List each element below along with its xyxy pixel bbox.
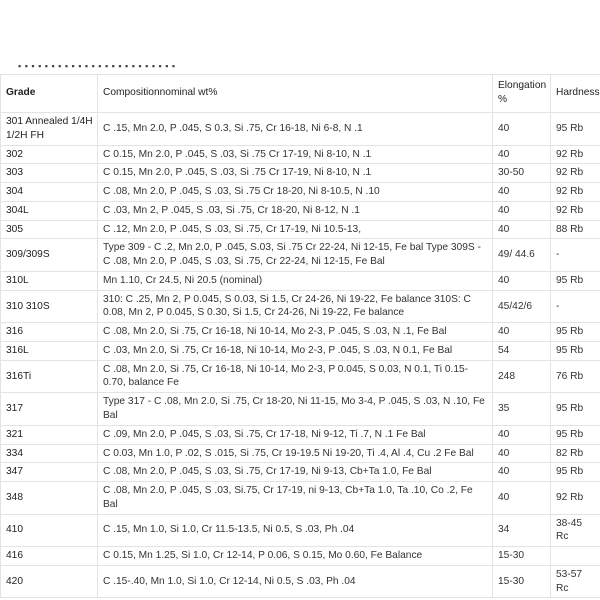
grade-cell: 420 — [1, 565, 98, 598]
composition-cell: C .08, Mn 2.0, P .045, S .03, Si .75, Cr 17-19, Ni 9-13, Cb+Ta 1.0, Fe Bal — [98, 463, 493, 482]
elongation-cell: 15-30 — [493, 547, 551, 566]
elongation-cell: 35 — [493, 393, 551, 426]
table-body — [1, 113, 600, 598]
grade-cell: 334 — [1, 444, 98, 463]
table-row — [1, 183, 600, 202]
grade-cell: 304L — [1, 201, 98, 220]
stainless-steel-grades-table — [0, 74, 600, 598]
table-row — [1, 201, 600, 220]
composition-cell: C .12, Mn 2.0, P .045, S .03, Si .75, Cr 17-19, Ni 10.5-13, — [98, 220, 493, 239]
hardness-cell — [551, 547, 600, 566]
hardness-cell: - — [551, 239, 600, 272]
grade-cell: 347 — [1, 463, 98, 482]
table-row — [1, 444, 600, 463]
grade-cell: 348 — [1, 482, 98, 515]
hardness-cell: 95 Rb — [551, 113, 600, 146]
elongation-cell: 40 — [493, 482, 551, 515]
hardness-cell: 92 Rb — [551, 164, 600, 183]
composition-cell: C .15-.40, Mn 1.0, Si 1.0, Cr 12-14, Ni 0.5, S .03, Ph .04 — [98, 565, 493, 598]
table-row — [1, 565, 600, 598]
composition-cell: C 0.03, Mn 1.0, P .02, S .015, Si .75, Cr 19-19.5 Ni 19-20, Ti .4, Al .4, Cu .2 Fe Bal — [98, 444, 493, 463]
elongation-cell: 40 — [493, 463, 551, 482]
header-elongation: Elongation % — [493, 75, 551, 113]
grade-cell: 301 Annealed 1/4H 1/2H FH — [1, 113, 98, 146]
table-row — [1, 239, 600, 272]
composition-cell: Type 309 - C .2, Mn 2.0, P .045, S.03, Si .75 Cr 22-24, Ni 12-15, Fe bal Type 309S - C .08, Mn 2.0, P .045, S .03, Si .75, Cr 22-24, Ni 12-15, Fe Bal — [98, 239, 493, 272]
grade-cell: 310L — [1, 271, 98, 290]
header-composition: Compositionnominal wt% — [98, 75, 493, 113]
elongation-cell: 34 — [493, 514, 551, 547]
header-hardness: Hardness — [551, 75, 600, 113]
table-row — [1, 514, 600, 547]
hardness-cell: 92 Rb — [551, 482, 600, 515]
hardness-cell: - — [551, 290, 600, 323]
composition-cell: C .08, Mn 2.0, Si .75, Cr 16-18, Ni 10-14, Mo 2-3, P .045, S .03, N .1, Fe Bal — [98, 323, 493, 342]
elongation-cell: 40 — [493, 220, 551, 239]
elongation-cell: 40 — [493, 183, 551, 202]
composition-cell: Type 317 - C .08, Mn 2.0, Si .75, Cr 18-20, Ni 11-15, Mo 3-4, P .045, S .03, N .10, Fe Bal — [98, 393, 493, 426]
composition-cell: C 0.15, Mn 2.0, P .045, S .03, Si .75 Cr 17-19, Ni 8-10, N .1 — [98, 164, 493, 183]
table-row — [1, 164, 600, 183]
composition-cell: C .08, Mn 2.0, P .045, S .03, Si.75, Cr 17-19, ni 9-13, Cb+Ta 1.0, Ta .10, Co .2, Fe Bal — [98, 482, 493, 515]
hardness-cell: 92 Rb — [551, 145, 600, 164]
cut-off-text-fragment: ▪ ▪ ▪ ▪ ▪ ▪ ▪ ▪ ▪ ▪ ▪ ▪ ▪ ▪ ▪ ▪ ▪ ▪ ▪ ▪ ▪ ▪ ▪ ▪ — [18, 62, 176, 68]
hardness-cell: 53-57 Rc — [551, 565, 600, 598]
elongation-cell: 15-30 — [493, 565, 551, 598]
elongation-cell: 40 — [493, 444, 551, 463]
composition-cell: C .15, Mn 2.0, P .045, S 0.3, Si .75, Cr 16-18, Ni 6-8, N .1 — [98, 113, 493, 146]
composition-cell: C .03, Mn 2, P .045, S .03, Si .75, Cr 18-20, Ni 8-12, N .1 — [98, 201, 493, 220]
composition-cell: C .08, Mn 2.0, Si .75, Cr 16-18, Ni 10-14, Mo 2-3, P 0.045, S 0.03, N 0.1, Ti 0.15-0.70, balance Fe — [98, 360, 493, 393]
elongation-cell: 49/ 44.6 — [493, 239, 551, 272]
grade-cell: 316L — [1, 341, 98, 360]
grade-cell: 310 310S — [1, 290, 98, 323]
grade-cell: 302 — [1, 145, 98, 164]
table-row — [1, 323, 600, 342]
table-row — [1, 341, 600, 360]
table-row — [1, 393, 600, 426]
hardness-cell: 95 Rb — [551, 393, 600, 426]
hardness-cell: 95 Rb — [551, 323, 600, 342]
composition-cell: C 0.15, Mn 2.0, P .045, S .03, Si .75 Cr 17-19, Ni 8-10, N .1 — [98, 145, 493, 164]
hardness-cell: 76 Rb — [551, 360, 600, 393]
grade-cell: 416 — [1, 547, 98, 566]
elongation-cell: 40 — [493, 425, 551, 444]
table-row — [1, 290, 600, 323]
elongation-cell: 40 — [493, 271, 551, 290]
elongation-cell: 30-50 — [493, 164, 551, 183]
table-row — [1, 145, 600, 164]
elongation-cell: 40 — [493, 145, 551, 164]
table-row — [1, 271, 600, 290]
hardness-cell: 88 Rb — [551, 220, 600, 239]
table-row — [1, 360, 600, 393]
composition-cell: C .15, Mn 1.0, Si 1.0, Cr 11.5-13.5, Ni 0.5, S .03, Ph .04 — [98, 514, 493, 547]
hardness-cell: 38-45 Rc — [551, 514, 600, 547]
table-row — [1, 425, 600, 444]
grade-cell: 309/309S — [1, 239, 98, 272]
composition-cell: Mn 1.10, Cr 24.5, Ni 20.5 (nominal) — [98, 271, 493, 290]
elongation-cell: 45/42/6 — [493, 290, 551, 323]
composition-cell: C 0.15, Mn 1.25, Si 1.0, Cr 12-14, P 0.06, S 0.15, Mo 0.60, Fe Balance — [98, 547, 493, 566]
table-row — [1, 220, 600, 239]
hardness-cell: 95 Rb — [551, 463, 600, 482]
grade-cell: 304 — [1, 183, 98, 202]
elongation-cell: 248 — [493, 360, 551, 393]
grade-cell: 316 — [1, 323, 98, 342]
hardness-cell: 95 Rb — [551, 271, 600, 290]
composition-cell: C .08, Mn 2.0, P .045, S .03, Si .75 Cr 18-20, Ni 8-10.5, N .10 — [98, 183, 493, 202]
table-row — [1, 482, 600, 515]
elongation-cell: 40 — [493, 201, 551, 220]
composition-cell: 310: C .25, Mn 2, P 0.045, S 0.03, Si 1.5, Cr 24-26, Ni 19-22, Fe balance 310S: C 0.08, Mn 2, P 0.045, S 0.30, Si 1.5, Cr 24-26, Ni 19-22, Fe balance — [98, 290, 493, 323]
hardness-cell: 92 Rb — [551, 183, 600, 202]
grade-cell: 305 — [1, 220, 98, 239]
composition-cell: C .03, Mn 2.0, Si .75, Cr 16-18, Ni 10-14, Mo 2-3, P .045, S .03, N 0.1, Fe Bal — [98, 341, 493, 360]
hardness-cell: 82 Rb — [551, 444, 600, 463]
table-row — [1, 547, 600, 566]
grade-cell: 303 — [1, 164, 98, 183]
elongation-cell: 40 — [493, 113, 551, 146]
composition-cell: C .09, Mn 2.0, P .045, S .03, Si .75, Cr 17-18, Ni 9-12, Ti .7, N .1 Fe Bal — [98, 425, 493, 444]
table-row — [1, 463, 600, 482]
table-row — [1, 113, 600, 146]
elongation-cell: 54 — [493, 341, 551, 360]
header-grade: Grade — [1, 75, 98, 113]
grade-cell: 317 — [1, 393, 98, 426]
grade-cell: 316Ti — [1, 360, 98, 393]
hardness-cell: 92 Rb — [551, 201, 600, 220]
grade-cell: 410 — [1, 514, 98, 547]
hardness-cell: 95 Rb — [551, 425, 600, 444]
elongation-cell: 40 — [493, 323, 551, 342]
grade-cell: 321 — [1, 425, 98, 444]
hardness-cell: 95 Rb — [551, 341, 600, 360]
table-header-row — [1, 75, 600, 113]
